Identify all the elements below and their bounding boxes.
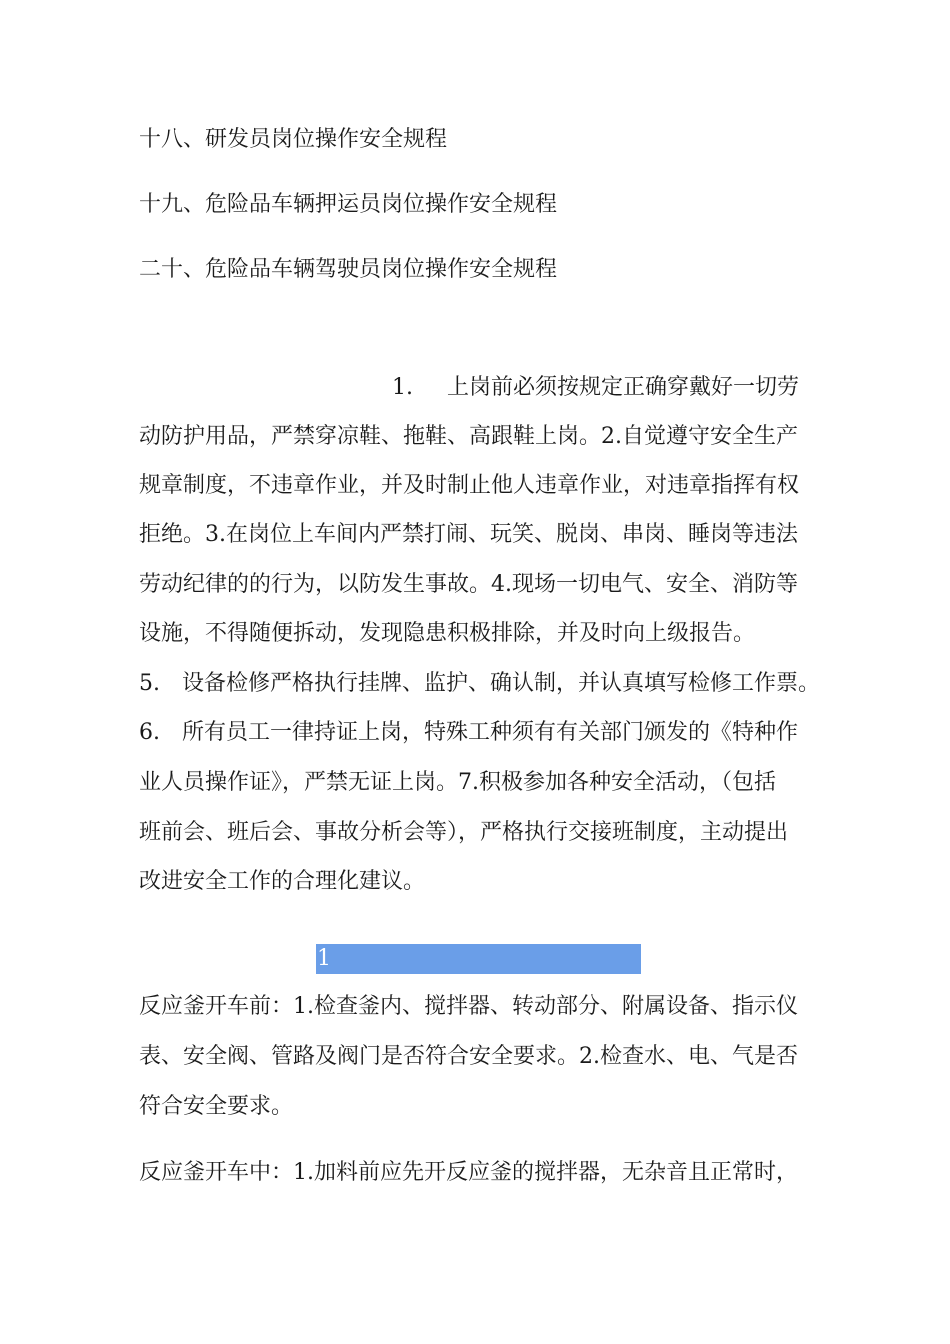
rules-line-3: 规章制度，不违章作业，并及时制止他人违章作业，对违章指挥有权 [139,473,800,498]
reactor-before-line-2: 表、安全阀、管路及阀门是否符合安全要求。2.检查水、电、气是否 [139,1044,798,1069]
heading-20: 二十、危险品车辆驾驶员岗位操作安全规程 [139,257,558,282]
rules-line-8: 6. 所有员工一律持证上岗，特殊工种须有有关部门颁发的《特种作 [139,720,798,745]
rules-line-1: 上岗前必须按规定正确穿戴好一切劳 [447,375,800,400]
rules-line-5: 劳动纪律的的行为，以防发生事故。4.现场一切电气、安全、消防等 [139,572,798,597]
rules-line-6: 设施，不得随便拆动，发现隐患积极排除，并及时向上级报告。 [139,621,756,646]
rule-1-number: 1. [392,375,413,400]
rules-line-4: 拒绝。3.在岗位上车间内严禁打闹、玩笑、脱岗、串岗、睡岗等违法 [139,522,798,547]
selected-heading-highlight[interactable] [316,944,641,974]
rules-line-10: 班前会、班后会、事故分析会等），严格执行交接班制度，主动提出 [139,820,789,845]
rules-line-2: 动防护用品，严禁穿凉鞋、拖鞋、高跟鞋上岗。2.自觉遵守安全生产 [139,424,798,449]
reactor-during-line-1: 反应釜开车中：1.加料前应先开反应釜的搅拌器，无杂音且正常时， [139,1160,798,1185]
highlight-text: 1 [317,946,331,971]
heading-19: 十九、危险品车辆押运员岗位操作安全规程 [139,192,558,217]
reactor-before-line-3: 符合安全要求。 [139,1094,294,1119]
rules-line-7: 5. 设备检修严格执行挂牌、监护、确认制，并认真填写检修工作票。 [139,671,820,696]
heading-18: 十八、研发员岗位操作安全规程 [139,127,448,152]
rules-line-11: 改进安全工作的合理化建议。 [139,869,426,894]
rules-line-9: 业人员操作证》，严禁无证上岗。7.积极参加各种安全活动，（包括 [139,770,776,795]
reactor-before-line-1: 反应釜开车前：1.检查釜内、搅拌器、转动部分、附属设备、指示仪 [139,994,798,1019]
